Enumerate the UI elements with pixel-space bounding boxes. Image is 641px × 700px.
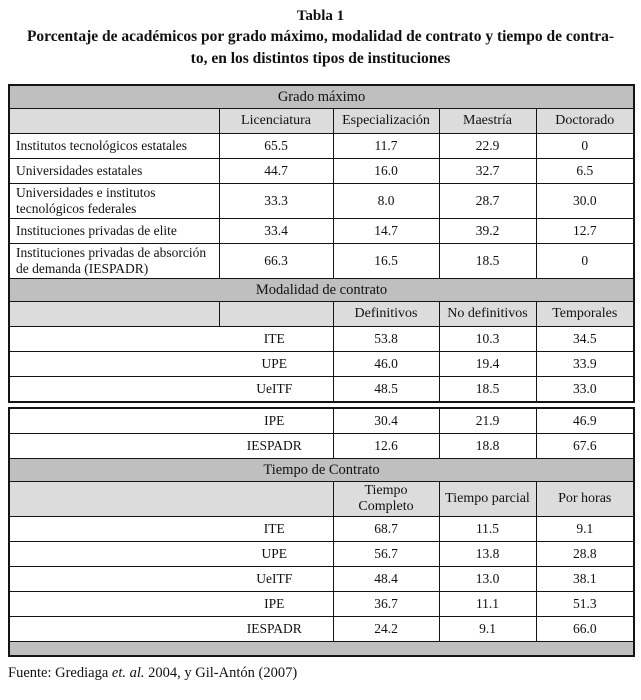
- row-label: IESPADR: [9, 617, 333, 642]
- value-cell: 13.8: [439, 542, 536, 567]
- value-cell: 28.7: [439, 184, 536, 219]
- table-row: [9, 617, 634, 642]
- table-row: [9, 408, 634, 434]
- column-header-row: [9, 482, 634, 517]
- table-title-line-1: Porcentaje de académicos por grado máximo, modalidad de contrato y tiempo de contra-: [26, 28, 615, 45]
- table-row: [9, 184, 634, 219]
- value-cell: 53.8: [333, 327, 439, 352]
- value-cell: 19.4: [439, 352, 536, 377]
- table-row: [9, 542, 634, 567]
- value-cell: 65.5: [219, 134, 333, 159]
- value-cell: 33.3: [219, 184, 333, 219]
- value-cell: 56.7: [333, 542, 439, 567]
- value-cell: 36.7: [333, 592, 439, 617]
- value-cell: 21.9: [439, 408, 536, 434]
- value-cell: 38.1: [536, 567, 634, 592]
- value-cell: 9.1: [439, 617, 536, 642]
- section-header-row: [9, 85, 634, 109]
- table-row: [9, 434, 634, 459]
- column-header: Por horas: [536, 482, 634, 517]
- row-label: UPE: [9, 352, 333, 377]
- value-cell: 30.0: [536, 184, 634, 219]
- row-label: Instituciones privadas de absorción de demanda (IESPADR): [9, 244, 219, 279]
- column-header: Definitivos: [333, 302, 439, 327]
- column-header-row: [9, 302, 634, 327]
- section-header-modalidad: Modalidad de contrato: [9, 279, 634, 302]
- row-label: IPE: [9, 592, 333, 617]
- value-cell: 0: [536, 134, 634, 159]
- value-cell: 48.4: [333, 567, 439, 592]
- table-row: [9, 159, 634, 184]
- value-cell: 46.9: [536, 408, 634, 434]
- table-row: [9, 244, 634, 279]
- value-cell: 9.1: [536, 517, 634, 542]
- blank-cell: [9, 482, 333, 517]
- source-note-italic: et. al.: [111, 665, 145, 681]
- section-header-tiempo: Tiempo de Contrato: [9, 459, 634, 482]
- row-label: Universidades estatales: [9, 159, 219, 184]
- footer-bar-row: [9, 642, 634, 657]
- row-label: Instituciones privadas de elite: [9, 219, 219, 244]
- row-label: IPE: [9, 408, 333, 434]
- column-header-row: [9, 109, 634, 134]
- table-row: [9, 517, 634, 542]
- table-row: [9, 219, 634, 244]
- source-note: [8, 665, 641, 682]
- value-cell: 33.0: [536, 377, 634, 403]
- value-cell: 8.0: [333, 184, 439, 219]
- row-label: UeITF: [9, 567, 333, 592]
- table-row: [9, 134, 634, 159]
- value-cell: 33.4: [219, 219, 333, 244]
- value-cell: 18.5: [439, 244, 536, 279]
- value-cell: 14.7: [333, 219, 439, 244]
- table-title-line-2: to, en los distintos tipos de instituciones: [190, 50, 451, 67]
- table-row: [9, 352, 634, 377]
- row-label: UPE: [9, 542, 333, 567]
- value-cell: 0: [536, 244, 634, 279]
- value-cell: 18.8: [439, 434, 536, 459]
- value-cell: 11.7: [333, 134, 439, 159]
- blank-cell: [9, 302, 219, 327]
- column-header: Temporales: [536, 302, 634, 327]
- section-header-row: [9, 459, 634, 482]
- column-header: Especialización: [333, 109, 439, 134]
- value-cell: 66.0: [536, 617, 634, 642]
- value-cell: 16.5: [333, 244, 439, 279]
- source-note-prefix: Fuente: Grediaga: [8, 665, 112, 681]
- value-cell: 33.9: [536, 352, 634, 377]
- value-cell: 67.6: [536, 434, 634, 459]
- section-header-row: [9, 279, 634, 302]
- row-label: UeITF: [9, 377, 333, 403]
- value-cell: 24.2: [333, 617, 439, 642]
- value-cell: 51.3: [536, 592, 634, 617]
- column-header: No definitivos: [439, 302, 536, 327]
- value-cell: 34.5: [536, 327, 634, 352]
- blank-cell: [9, 109, 219, 134]
- column-header: Tiempo parcial: [439, 482, 536, 517]
- table-caption: [0, 0, 641, 70]
- bottom-gray-bar: [9, 642, 634, 657]
- table-lower: [8, 407, 635, 657]
- section-header-grado-maximo: Grado máximo: [9, 85, 634, 109]
- column-header: Licenciatura: [219, 109, 333, 134]
- table-number: Tabla 1: [296, 8, 345, 24]
- table-container: [8, 84, 633, 657]
- column-header: Maestría: [439, 109, 536, 134]
- row-label: IESPADR: [9, 434, 333, 459]
- value-cell: 48.5: [333, 377, 439, 403]
- value-cell: 18.5: [439, 377, 536, 403]
- table-row: [9, 327, 634, 352]
- value-cell: 16.0: [333, 159, 439, 184]
- value-cell: 44.7: [219, 159, 333, 184]
- table-row: [9, 567, 634, 592]
- value-cell: 12.7: [536, 219, 634, 244]
- table-row: [9, 592, 634, 617]
- value-cell: 39.2: [439, 219, 536, 244]
- value-cell: 68.7: [333, 517, 439, 542]
- value-cell: 22.9: [439, 134, 536, 159]
- value-cell: 28.8: [536, 542, 634, 567]
- value-cell: 12.6: [333, 434, 439, 459]
- value-cell: 66.3: [219, 244, 333, 279]
- column-header: Tiempo Completo: [333, 482, 439, 517]
- row-label: ITE: [9, 517, 333, 542]
- value-cell: 10.3: [439, 327, 536, 352]
- value-cell: 11.5: [439, 517, 536, 542]
- value-cell: 30.4: [333, 408, 439, 434]
- row-label: Institutos tecnológicos estatales: [9, 134, 219, 159]
- table-upper: [8, 84, 635, 403]
- column-header: Doctorado: [536, 109, 634, 134]
- value-cell: 13.0: [439, 567, 536, 592]
- source-note-suffix: 2004, y Gil-Antón (2007): [144, 665, 298, 681]
- blank-cell: [219, 302, 333, 327]
- value-cell: 11.1: [439, 592, 536, 617]
- value-cell: 32.7: [439, 159, 536, 184]
- row-label: ITE: [9, 327, 333, 352]
- value-cell: 46.0: [333, 352, 439, 377]
- table-row: [9, 377, 634, 403]
- value-cell: 6.5: [536, 159, 634, 184]
- row-label: Universidades e institutos tecnológicos federales: [9, 184, 219, 219]
